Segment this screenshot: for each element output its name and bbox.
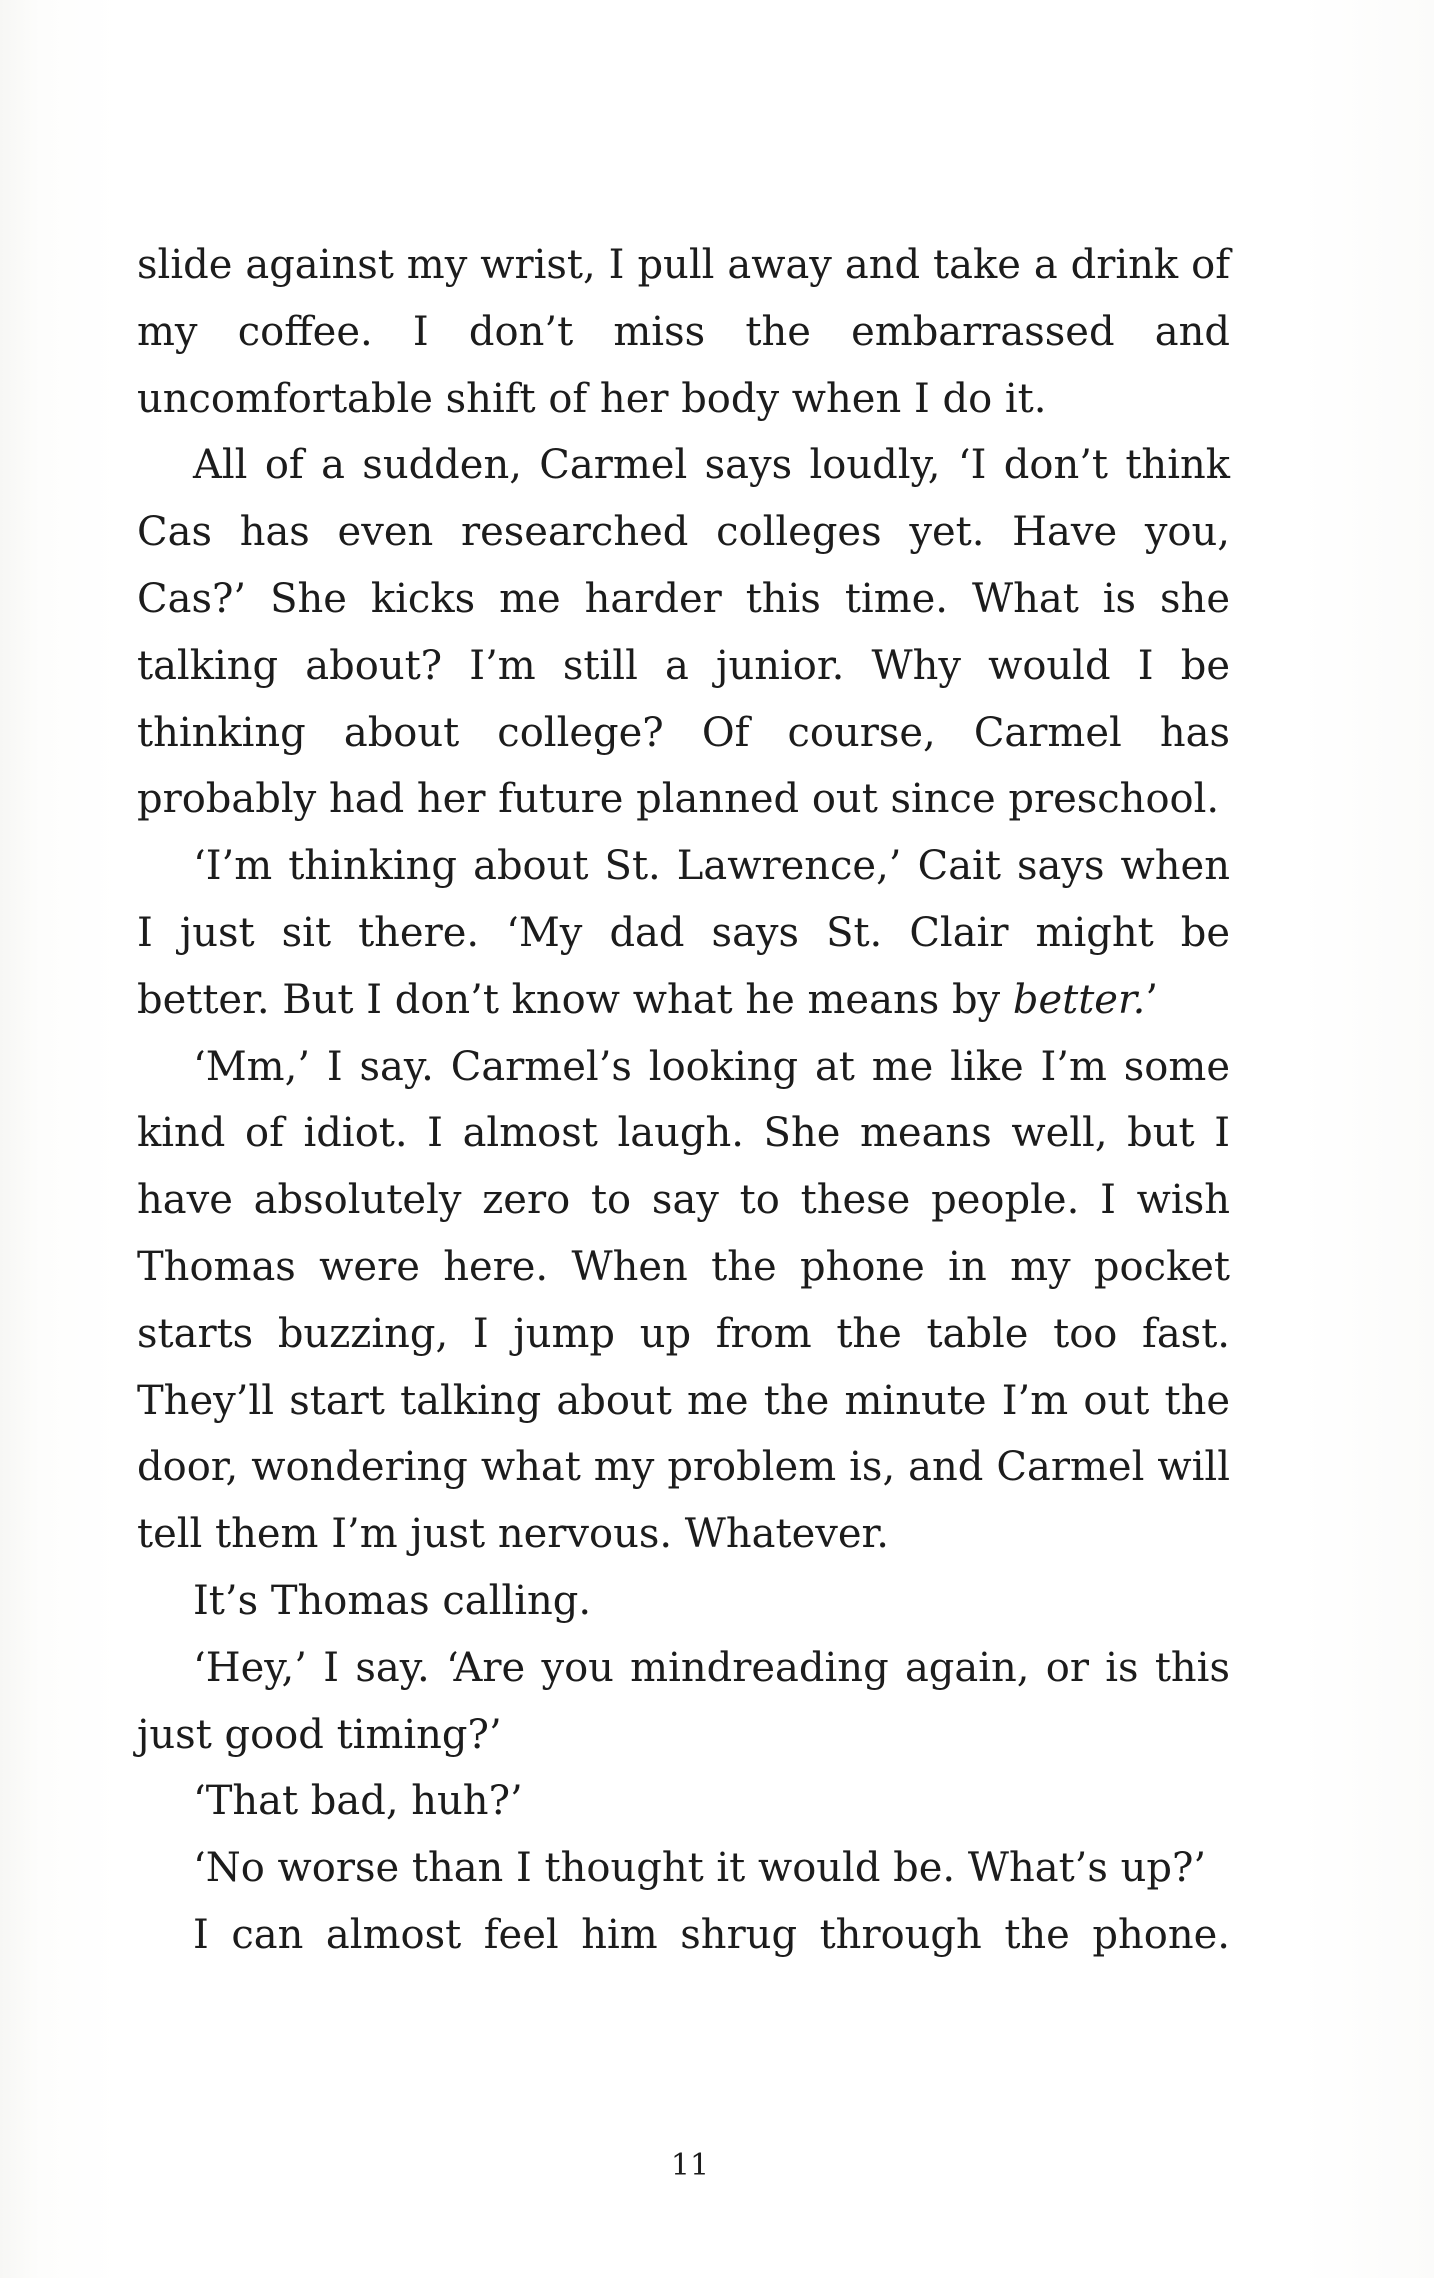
closing-quote: ’ (1145, 976, 1159, 1023)
paragraph-1: slide against my wrist, I pull away and take a drink of my coffee. I don’t miss the embarrassed and uncomfortable shift of her body when I do it. (137, 242, 1230, 422)
paragraph-2: All of a sudden, Carmel says loudly, ‘I don’t think Cas has even researched colleges yet. Have you, Cas?’ She kicks me harder this time. What is she talking about? I’m still a junior. Why would I be thinking about college? Of course, Carmel has probably had her future planned out since preschool. (137, 442, 1230, 823)
paragraph-7: ‘That bad, huh?’ (193, 1778, 523, 1825)
body-text (137, 232, 1230, 1969)
paragraph-3 (137, 833, 1230, 1033)
paragraph-8: ‘No worse than I thought it would be. What’s up?’ (193, 1845, 1207, 1892)
paragraph-3-text: ‘I’m thinking about St. Lawrence,’ Cait says when I just sit there. ‘My dad says St. Clair might be better. But I don’t know what he means by (137, 843, 1230, 1023)
page-number: 11 (670, 2148, 710, 2183)
paragraph-4: ‘Mm,’ I say. Carmel’s looking at me like I’m some kind of idiot. I almost laugh. She means well, but I have absolutely zero to say to these people. I wish Thomas were here. When the phone in my pocket starts buzzing, I jump up from the table too fast. They’ll start talking about me the minute I’m out the door, wondering what my problem is, and Carmel will tell them I’m just nervous. Whatever. (137, 1043, 1230, 1558)
paragraph-5: It’s Thomas calling. (193, 1577, 592, 1624)
paragraph-6: ‘Hey,’ I say. ‘Are you mindreading again, or is this just good timing?’ (137, 1644, 1230, 1758)
emphasis-better: better. (1012, 976, 1146, 1023)
paragraph-9: I can almost feel him shrug through the phone. (193, 1911, 1230, 1958)
